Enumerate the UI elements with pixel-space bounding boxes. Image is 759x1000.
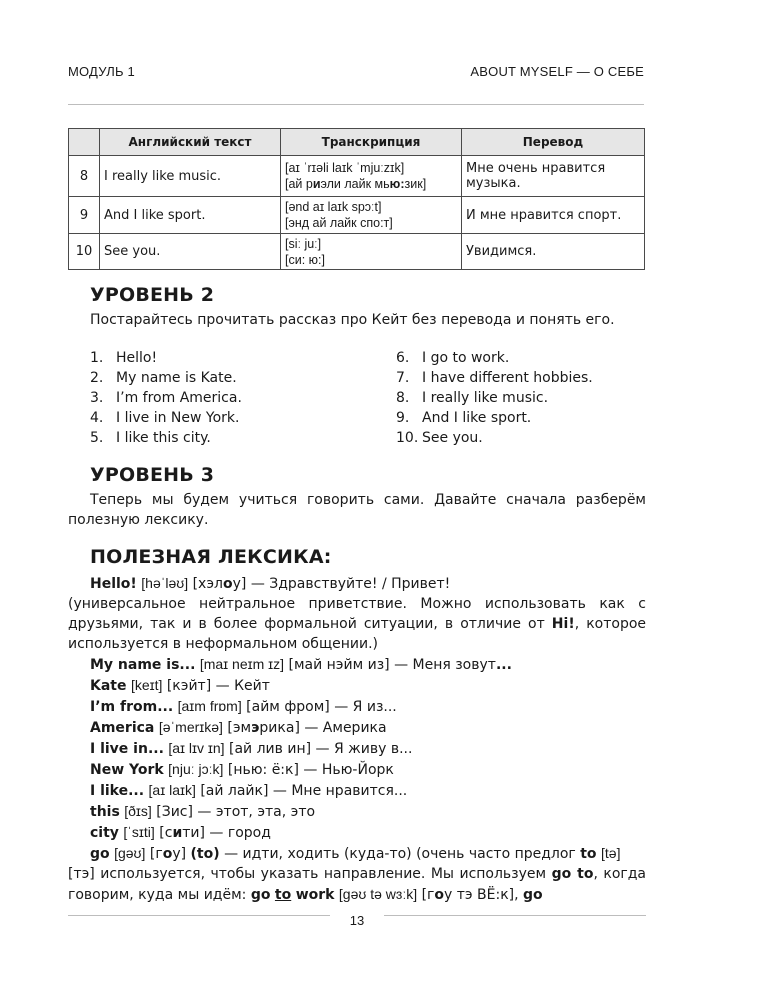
vocab-table — [68, 128, 645, 270]
header-divider — [68, 104, 644, 105]
entry-live: I live in... [aɪ lɪv ɪn] [ай лив ин] — Я живу в... — [90, 740, 413, 757]
translation-cell: И мне нравится спорт. — [462, 197, 645, 234]
translation-cell: Мне очень нравится музыка. — [462, 156, 645, 197]
page-number: 13 — [349, 913, 365, 928]
ipa-line: [ənd aɪ laɪk spɔːt] — [285, 200, 382, 214]
page-header — [68, 64, 644, 84]
list-item: 4. I live in New York. — [90, 410, 240, 426]
entry-kate: Kate [keɪt] [кэйт] — Кейт — [90, 677, 270, 694]
story-list-right — [396, 348, 593, 448]
list-item: 10. See you. — [396, 430, 483, 446]
module-label: МОДУЛЬ 1 — [68, 64, 135, 79]
footer-divider-right — [384, 915, 646, 916]
cyrillic-line: [ай риэли лайк мью:зик] — [285, 177, 427, 191]
level-3-heading: УРОВЕНЬ 3 — [90, 464, 215, 486]
level-2-heading: УРОВЕНЬ 2 — [90, 284, 215, 306]
transcription-cell — [281, 197, 462, 234]
table-row — [69, 234, 645, 270]
list-item: 1. Hello! — [90, 350, 158, 366]
row-number: 10 — [69, 234, 100, 270]
entry-america: America [əˈmerɪkə] [эмэрика] — Америка — [90, 719, 387, 736]
entry-hello-note: (универсальное нейтральное приветствие. Можно использовать как с друзьями, так и в более формальной ситуации, в отличие от Hi!, которое используется в неформальном общении.) — [68, 596, 647, 652]
row-number: 9 — [69, 197, 100, 234]
entry-my-name: My name is... [maɪ neɪm ɪz] [май нэйм из] — Меня зовут... — [90, 656, 512, 673]
english-cell: And I like sport. — [100, 197, 281, 234]
chapter-title: ABOUT MYSELF — О СЕБЕ — [470, 64, 644, 79]
cyrillic-line: [энд ай лайк спо:т] — [285, 216, 393, 230]
table-header-row — [69, 129, 645, 156]
col-num — [69, 129, 100, 156]
entry-like: I like... [aɪ laɪk] [ай лайк] — Мне нравится... — [90, 782, 408, 799]
col-transcription: Транскрипция — [281, 129, 462, 156]
footer-divider-left — [68, 915, 330, 916]
list-item: 2. My name is Kate. — [90, 370, 237, 386]
lexicon-entries — [68, 573, 647, 905]
list-item: 8. I really like music. — [396, 390, 549, 406]
level-3-intro: Теперь мы будем учиться говорить сами. Давайте сначала разберём полезную лексику. — [68, 492, 646, 528]
ipa-line: [siː juː] — [285, 236, 322, 251]
row-number: 8 — [69, 156, 100, 197]
translation-cell: Увидимся. — [462, 234, 645, 270]
entry-this: this [ðɪs] [Зис] — этот, эта, это — [90, 803, 316, 820]
table-row — [69, 156, 645, 197]
entry-hello: Hello! [həˈləʊ] [хэлоу] — Здравствуйте! / Привет! — [90, 575, 451, 592]
col-translation: Перевод — [462, 129, 645, 156]
entry-go-cont: [тэ] используется, чтобы указать направление. Мы используем go to, когда говорим, куда мы идём: go to work [gəʊ tə wɜːk] [гоу тэ ВЁ:к], go — [68, 866, 647, 903]
list-item: 7. I have different hobbies. — [396, 370, 593, 386]
list-item: 9. And I like sport. — [396, 410, 532, 426]
entry-city: city [ˈsɪti] [сити] — город — [90, 824, 271, 841]
level-2-intro: Постарайтесь прочитать рассказ про Кейт без перевода и понять его. — [90, 312, 615, 328]
list-item: 6. I go to work. — [396, 350, 510, 366]
transcription-cell — [281, 156, 462, 197]
english-cell: I really like music. — [100, 156, 281, 197]
lexicon-heading: ПОЛЕЗНАЯ ЛЕКСИКА: — [90, 546, 332, 568]
cyrillic-line: [си: ю:] — [285, 252, 325, 267]
transcription-cell — [281, 234, 462, 270]
ipa-line: [aɪ ˈrɪəli laɪk ˈmjuːzɪk] — [285, 161, 405, 175]
table-row — [69, 197, 645, 234]
entry-from: I’m from... [aɪm frɒm] [айм фром] — Я из... — [90, 698, 397, 715]
entry-new-york: New York [njuː jɔːk] [нью: ё:к] — Нью-Йорк — [90, 761, 394, 778]
english-cell: See you. — [100, 234, 281, 270]
entry-go: go [gəʊ] [гоу] (to) — идти, ходить (куда-то) (очень часто предлог to [tə] — [90, 845, 621, 862]
col-english: Английский текст — [100, 129, 281, 156]
list-item: 3. I’m from America. — [90, 390, 242, 406]
list-item: 5. I like this city. — [90, 430, 211, 446]
story-list-left — [90, 348, 242, 448]
